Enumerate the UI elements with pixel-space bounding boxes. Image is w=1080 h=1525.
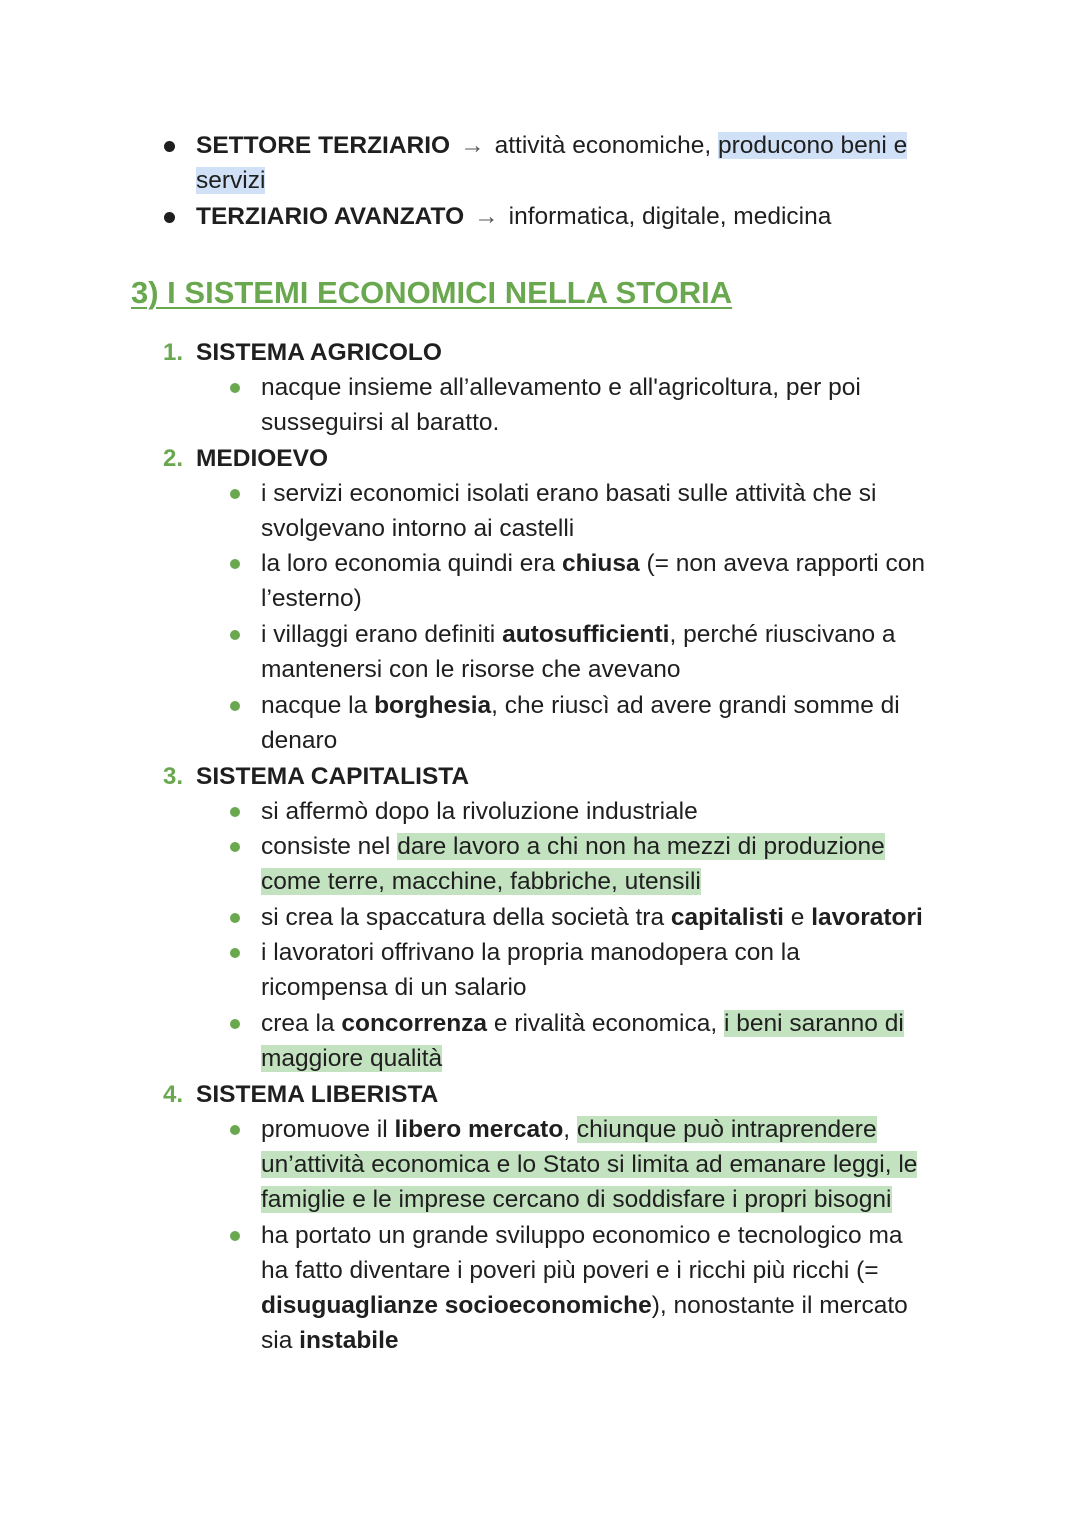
bold-term: chiusa [562,550,640,577]
terziario-highlight-1: producono beni e [717,132,908,159]
item-title-agricolo [196,335,442,370]
bullet-icon [230,948,240,958]
text-span: , perché riuscivano a [669,621,896,648]
medioevo-b3-l1 [261,617,896,652]
avanzato-line [196,199,831,234]
arrow-icon: → [460,132,485,159]
highlight-span: i beni saranno di [724,1010,904,1037]
terziario-text: attività economiche, [494,132,712,159]
capitalista-b4-l2: ricompensa di un salario [261,974,527,1001]
item-title-capitalista [196,759,469,794]
text-span: consiste nel [261,833,391,860]
text-span: si crea la spaccatura della società tra [261,904,665,931]
capitalista-b3 [261,900,923,935]
medioevo-b3-l2: mantenersi con le risorse che avevano [261,656,681,683]
text-span: e rivalità economica, [493,1010,718,1037]
bold-term: concorrenza [341,1010,488,1037]
bullet-icon [230,1019,240,1029]
capitalista-b1: si affermò dopo la rivoluzione industriale [261,798,698,825]
liberista-b1-l3 [261,1182,892,1217]
capitalista-b5-l1 [261,1006,904,1041]
text-span: nacque la [261,692,368,719]
item-number: 4. [163,1081,184,1108]
text-span: la loro economia quindi era [261,550,556,577]
bullet-icon [230,1125,240,1135]
highlight-span: dare lavoro a chi non ha mezzi di produzione [397,833,885,860]
item-title-text: SISTEMA LIBERISTA [196,1081,439,1108]
text-span: (= non aveva rapporti con [646,550,925,577]
bullet-icon [164,141,175,152]
item-title-liberista [196,1077,438,1112]
agricolo-b1-l1: nacque insieme all’allevamento e all'agricoltura, per poi [261,374,861,401]
capitalista-b4-l1: i lavoratori offrivano la propria manodopera con la [261,939,800,966]
avanzato-term: TERZIARIO AVANZATO [196,203,465,230]
bullet-icon [230,489,240,499]
bullet-icon [230,701,240,711]
capitalista-b2-l1 [261,829,885,864]
text-span: promuove il [261,1116,388,1143]
medioevo-b2-l1 [261,546,925,581]
item-number: 1. [163,339,184,366]
bullet-icon [164,212,175,223]
medioevo-b1-l2: svolgevano intorno ai castelli [261,515,575,542]
highlight-span: chiunque può intraprendere [576,1116,877,1143]
highlight-span: maggiore qualità [261,1045,443,1072]
liberista-b2-l4 [261,1323,399,1358]
highlight-span: famiglie e le imprese cercano di soddisfare i propri bisogni [261,1186,892,1213]
liberista-b2-l2: ha fatto diventare i poveri più poveri e i ricchi più ricchi (= [261,1257,879,1284]
liberista-b1-l1 [261,1112,877,1147]
item-number: 2. [163,445,184,472]
bullet-icon [230,807,240,817]
arrow-icon: → [474,203,499,230]
liberista-b1-l2 [261,1147,917,1182]
bold-term: instabile [299,1327,399,1354]
medioevo-b4-l2: denaro [261,727,338,754]
bullet-icon [230,913,240,923]
bold-term: libero mercato [394,1116,564,1143]
item-title-text: SISTEMA CAPITALISTA [196,763,470,790]
item-title-text: SISTEMA AGRICOLO [196,339,442,366]
medioevo-b2-l2: l’esterno) [261,585,362,612]
section-title: 3) I SISTEMI ECONOMICI NELLA STORIA [131,275,733,310]
bullet-icon [230,1231,240,1241]
medioevo-b4-l1 [261,688,900,723]
bullet-icon [230,630,240,640]
text-span: sia [261,1327,293,1354]
medioevo-b1-l1: i servizi economici isolati erano basati sulle attività che si [261,480,877,507]
item-title-text: MEDIOEVO [196,445,329,472]
text-span: ), nonostante il mercato [651,1292,908,1319]
avanzato-text: informatica, digitale, medicina [508,203,832,230]
highlight-span: come terre, macchine, fabbriche, utensili [261,868,701,895]
bullet-icon [230,559,240,569]
text-span: , [563,1116,571,1143]
terziario-line-2 [196,163,265,198]
terziario-term: SETTORE TERZIARIO [196,132,451,159]
bold-term: capitalisti [670,904,784,931]
bold-term: borghesia [374,692,492,719]
bold-term: disuguaglianze socioeconomiche [261,1292,652,1319]
bold-term: lavoratori [811,904,923,931]
item-number: 3. [163,763,184,790]
liberista-b2-l1: ha portato un grande sviluppo economico e tecnologico ma [261,1222,903,1249]
capitalista-b5-l2 [261,1041,442,1076]
bold-term: autosufficienti [502,621,670,648]
text-span: crea la [261,1010,335,1037]
text-span: i villaggi erano definiti [261,621,496,648]
liberista-b2-l3 [261,1288,908,1323]
capitalista-b2-l2 [261,864,701,899]
agricolo-b1-l2: susseguirsi al baratto. [261,409,500,436]
text-span: , che riuscì ad avere grandi somme di [491,692,900,719]
highlight-span: un’attività economica e lo Stato si limita ad emanare leggi, le [261,1151,918,1178]
text-span: e [790,904,805,931]
item-title-medioevo [196,441,328,476]
terziario-highlight-2: servizi [196,167,266,194]
bullet-icon [230,383,240,393]
terziario-line-1 [196,128,907,163]
bullet-icon [230,842,240,852]
